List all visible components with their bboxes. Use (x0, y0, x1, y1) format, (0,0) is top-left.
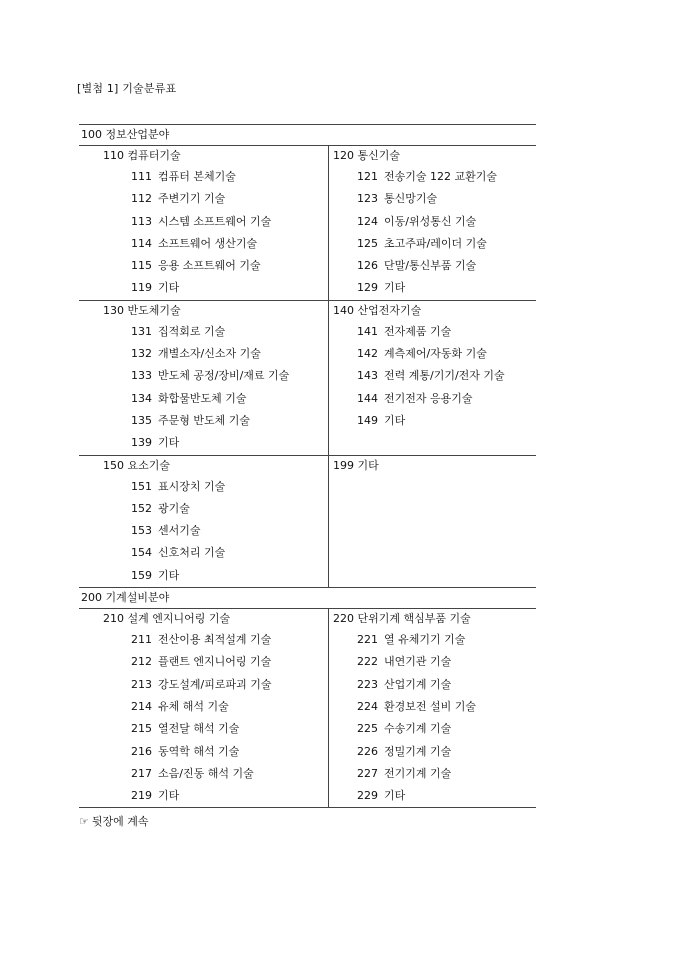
list-item (79, 388, 328, 410)
item-text: 기타 (158, 568, 180, 582)
list-item (79, 565, 328, 587)
category-row (79, 145, 536, 166)
item-code: 223 (357, 677, 378, 691)
list-item (329, 277, 536, 299)
item-text: 정밀기계 기술 (384, 744, 452, 758)
item-code: 152 (131, 501, 152, 515)
item-code: 132 (131, 347, 152, 361)
item-code: 141 (357, 324, 378, 338)
item-code: 149 (357, 413, 378, 427)
item-code: 212 (131, 655, 152, 669)
item-code: 119 (131, 281, 152, 295)
item-text: 환경보전 설비 기술 (384, 699, 477, 713)
item-code: 221 (357, 633, 378, 647)
list-item (79, 410, 328, 432)
list-item (79, 651, 328, 673)
item-code: 133 (131, 369, 152, 383)
list-item (79, 741, 328, 763)
item-text: 전기전자 응용기술 (384, 391, 473, 405)
left-items-column (79, 476, 329, 587)
list-item (329, 166, 536, 188)
list-item (79, 365, 328, 387)
list-item (79, 476, 328, 498)
right-items-column (329, 629, 536, 807)
document-title: [별첨 1] 기술분류표 (77, 82, 177, 95)
item-text: 내연기관 기술 (384, 655, 452, 669)
item-code: 215 (131, 722, 152, 736)
category-left: 210 설계 엔지니어링 기술 (79, 609, 329, 629)
item-text: 열 유체기기 기술 (384, 633, 466, 647)
list-item (79, 542, 328, 564)
category-left: 110 컴퓨터기술 (79, 146, 329, 166)
list-item (79, 498, 328, 520)
item-text: 초고주파/레이더 기술 (384, 236, 487, 250)
item-text: 계측제어/자동화 기술 (384, 347, 487, 361)
item-text: 표시장치 기술 (158, 479, 226, 493)
item-code: 135 (131, 413, 152, 427)
item-text: 전산이용 최적설계 기술 (158, 633, 272, 647)
item-code: 142 (357, 347, 378, 361)
list-item (79, 211, 328, 233)
category-right: 220 단위기계 핵심부품 기술 (333, 612, 471, 626)
list-item (329, 255, 536, 277)
list-item (329, 696, 536, 718)
item-text: 유체 해석 기술 (158, 699, 229, 713)
item-text: 소프트웨어 생산기술 (158, 236, 258, 250)
list-item (79, 343, 328, 365)
item-text: 통신망기술 (384, 192, 438, 206)
item-code: 113 (131, 214, 152, 228)
item-code: 214 (131, 699, 152, 713)
item-text: 전기기계 기술 (384, 766, 452, 780)
category-right: 199 기타 (333, 458, 379, 472)
item-text: 기타 (384, 789, 406, 803)
category-row (79, 608, 536, 629)
list-item (329, 388, 536, 410)
item-code: 225 (357, 722, 378, 736)
item-text: 개별소자/신소자 기술 (158, 347, 261, 361)
item-code: 129 (357, 281, 378, 295)
item-code: 229 (357, 789, 378, 803)
item-code: 134 (131, 391, 152, 405)
item-code: 151 (131, 479, 152, 493)
classification-table (79, 124, 536, 808)
item-code: 226 (357, 744, 378, 758)
item-code: 111 (131, 170, 152, 183)
item-text: 기타 (384, 281, 406, 295)
list-item (79, 520, 328, 542)
item-code: 224 (357, 699, 378, 713)
item-text: 반도체 공정/장비/재료 기술 (158, 369, 290, 383)
list-item (79, 277, 328, 299)
continued-note-text: 뒷장에 계속 (91, 815, 149, 828)
category-right: 120 통신기술 (333, 149, 400, 162)
items-block (79, 166, 536, 300)
section-header: 100 정보산업분야 (79, 124, 536, 145)
category-right: 140 산업전자기술 (333, 303, 422, 317)
item-text: 시스템 소프트웨어 기술 (158, 214, 272, 228)
items-block (79, 476, 536, 587)
left-items-column (79, 629, 329, 807)
list-item (329, 629, 536, 651)
item-code: 217 (131, 766, 152, 780)
pointing-hand-icon: ☞ (79, 815, 89, 828)
list-item (79, 166, 328, 188)
item-text: 산업기계 기술 (384, 677, 452, 691)
list-item (79, 188, 328, 210)
item-code: 222 (357, 655, 378, 669)
item-text: 강도설계/피로파괴 기술 (158, 677, 272, 691)
list-item (79, 233, 328, 255)
item-code: 124 (357, 214, 378, 228)
right-items-column (329, 166, 536, 300)
list-item (329, 233, 536, 255)
item-code: 126 (357, 259, 378, 273)
right-items-column (329, 476, 536, 587)
item-text: 컴퓨터 본체기술 (158, 170, 236, 183)
item-code: 219 (131, 789, 152, 803)
item-text: 응용 소프트웨어 기술 (158, 259, 261, 273)
item-code: 139 (131, 436, 152, 450)
item-text: 플랜트 엔지니어링 기술 (158, 655, 272, 669)
items-block (79, 321, 536, 455)
list-item (329, 741, 536, 763)
item-code: 213 (131, 677, 152, 691)
list-item (79, 321, 328, 343)
item-text: 센서기술 (158, 524, 201, 538)
item-text: 화합물반도체 기술 (158, 391, 247, 405)
continued-note (79, 813, 149, 829)
item-text: 신호처리 기술 (158, 546, 226, 560)
item-text: 집적회로 기술 (158, 324, 226, 338)
list-item (79, 629, 328, 651)
list-item (329, 365, 536, 387)
table-bottom-border (79, 807, 536, 808)
item-code: 216 (131, 744, 152, 758)
item-text: 주문형 반도체 기술 (158, 413, 251, 427)
list-item (79, 674, 328, 696)
item-text: 이동/위성통신 기술 (384, 214, 477, 228)
item-code: 114 (131, 236, 152, 250)
list-item (329, 343, 536, 365)
item-text: 단말/통신부품 기술 (384, 259, 477, 273)
item-code: 131 (131, 324, 152, 338)
category-left: 130 반도체기술 (79, 301, 329, 321)
item-code: 153 (131, 524, 152, 538)
item-text: 전송기술 122 교환기술 (384, 170, 497, 183)
list-item (329, 674, 536, 696)
item-code: 112 (131, 192, 152, 206)
list-item (329, 211, 536, 233)
item-code: 159 (131, 568, 152, 582)
list-item (329, 321, 536, 343)
item-code: 143 (357, 369, 378, 383)
list-item (79, 763, 328, 785)
category-row (79, 455, 536, 476)
category-left: 150 요소기술 (79, 456, 329, 476)
left-items-column (79, 321, 329, 455)
list-item (79, 255, 328, 277)
item-code: 115 (131, 259, 152, 273)
right-items-column (329, 321, 536, 455)
left-items-column (79, 166, 329, 300)
item-text: 광기술 (158, 501, 190, 515)
list-item (79, 696, 328, 718)
item-text: 주변기기 기술 (158, 192, 226, 206)
item-text: 수송기계 기술 (384, 722, 452, 736)
item-code: 123 (357, 192, 378, 206)
item-text: 전자제품 기술 (384, 324, 452, 338)
item-code: 154 (131, 546, 152, 560)
list-item (329, 188, 536, 210)
item-code: 125 (357, 236, 378, 250)
list-item (329, 718, 536, 740)
list-item (329, 763, 536, 785)
item-text: 소음/진동 해석 기술 (158, 766, 254, 780)
item-text: 동역학 해석 기술 (158, 744, 240, 758)
item-code: 227 (357, 766, 378, 780)
section-header: 200 기계설비분야 (79, 587, 536, 608)
item-text: 기타 (158, 281, 180, 295)
list-item (329, 410, 536, 432)
item-text: 기타 (158, 789, 180, 803)
item-code: 121 (357, 170, 378, 183)
list-item (79, 785, 328, 807)
category-row (79, 300, 536, 321)
item-code: 211 (131, 633, 152, 647)
list-item (79, 432, 328, 454)
item-text: 전력 계통/기기/전자 기술 (384, 369, 505, 383)
items-block (79, 629, 536, 807)
item-text: 열전달 해석 기술 (158, 722, 240, 736)
item-text: 기타 (384, 413, 406, 427)
item-code: 144 (357, 391, 378, 405)
list-item (79, 718, 328, 740)
item-text: 기타 (158, 436, 180, 450)
list-item (329, 651, 536, 673)
list-item (329, 785, 536, 807)
